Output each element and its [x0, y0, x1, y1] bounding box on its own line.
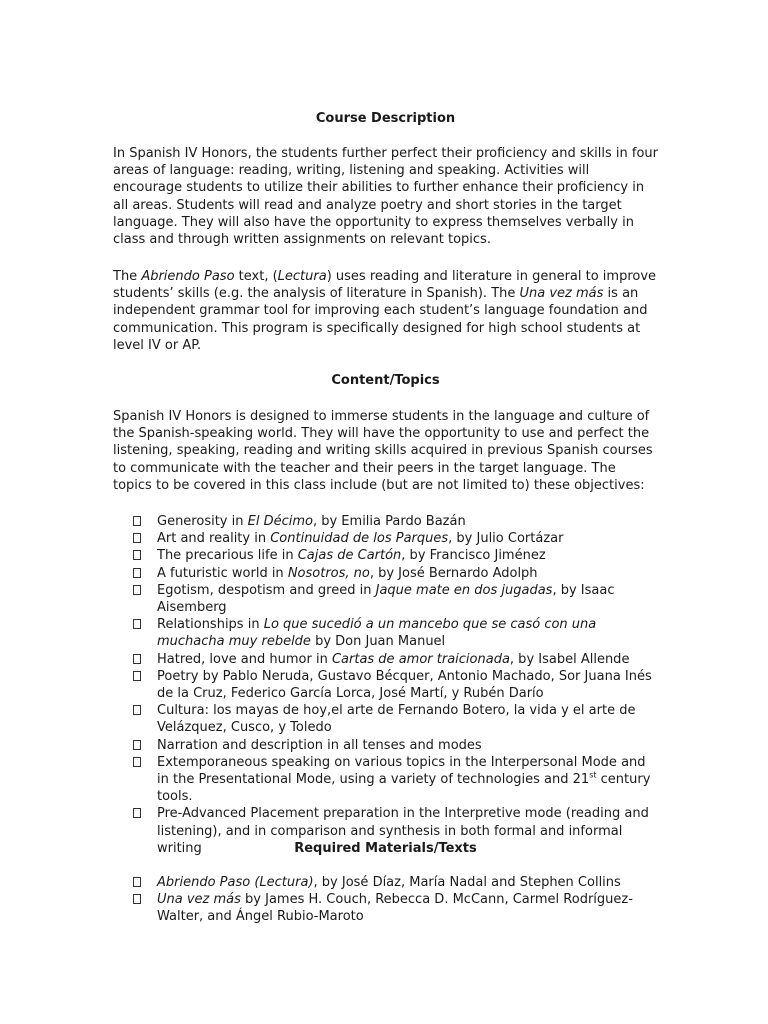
item-text: , by Isabel Allende	[509, 651, 630, 667]
list-item	[113, 702, 658, 736]
item-text: , by Isaac Aisemberg	[157, 582, 615, 616]
item-text: Poetry by Pablo Neruda, Gustavo Bécquer, Antonio Machado, Sor Juana Inés de la Cruz, Federico García Lorca, José Martí, y Rubén Darío	[157, 668, 652, 702]
course-description-paragraph-1	[113, 145, 658, 248]
content-topics-heading: Content/Topics	[331, 373, 440, 388]
item-text: century tools.	[157, 772, 651, 805]
bullet-box-icon	[133, 757, 141, 767]
text-run: text, (	[234, 269, 278, 284]
bullet-box-icon	[133, 585, 141, 595]
item-italic-title: Continuidad de los Parques	[270, 531, 449, 547]
item-text: by Don Juan Manuel	[310, 634, 446, 650]
bullet-box-icon	[133, 877, 141, 887]
list-item	[113, 754, 658, 806]
bullet-box-icon	[133, 654, 141, 664]
item-text: , by Julio Cortázar	[448, 531, 564, 547]
bullet-box-icon	[133, 808, 141, 818]
item-italic-title: Una vez más	[157, 892, 241, 908]
item-text: Art and reality in	[157, 531, 271, 547]
item-text: Cultura: los mayas de hoy,el arte de Fernando Botero, la vida y el arte de Velázquez, Cusco, y Toledo	[157, 703, 636, 736]
item-text: , by Emilia Pardo Bazán	[312, 514, 466, 529]
course-description-heading: Course Description	[315, 111, 456, 126]
item-italic-title: Nosotros, no	[287, 565, 370, 581]
list-item	[113, 547, 658, 564]
bullet-box-icon	[133, 568, 141, 578]
item-text: Extemporaneous speaking on various topics in the Interpersonal Mode and in the Presentational Mode, using a variety of technologies and 21	[157, 754, 646, 788]
item-text: Egotism, despotism and greed in	[157, 582, 376, 598]
text-run: ) uses reading and literature in general to improve students’ skills (e.g. the analysis of literature in Spanish). The	[113, 269, 657, 302]
item-text: A futuristic world in	[157, 565, 288, 581]
text-run: The	[113, 269, 142, 284]
italic-title: Lectura	[277, 269, 327, 284]
list-item	[113, 874, 658, 891]
paragraph-text: In Spanish IV Honors, the students further perfect their proficiency and skills in four areas of language: reading, writing, listening and speaking. Activities will encourage students to utilize their abilities to further enhance their proficiency in all areas. Students will read and analyze poetry and short stories in the target language. They will also have the opportunity to express themselves verbally in class and through written assignments on relevant topics.	[113, 146, 658, 248]
item-text: Pre-Advanced Placement preparation in the Interpretive mode (reading and listening), and in comparison and synthesis in both formal and informal writing	[157, 806, 649, 856]
list-item	[113, 582, 658, 616]
item-text: Generosity in	[157, 514, 248, 529]
list-item	[113, 513, 658, 530]
paragraph-text: Spanish IV Honors is designed to immerse students in the language and culture of the Spanish-speaking world. They will have the opportunity to use and perfect the listening, speaking, reading and writing skills acquired in previous Spanish courses to communicate with the teacher and their peers in the target language. The topics to be covered in this class include (but are not limited to) these objectives:	[113, 409, 653, 493]
topics-list-container	[113, 513, 658, 857]
list-item	[113, 891, 658, 925]
required-materials-section	[113, 840, 658, 857]
item-text: by James H. Couch, Rebecca D. McCann, Carmel Rodríguez-Walter, and Ángel Rubio-Maroto	[157, 892, 633, 925]
bullet-box-icon	[133, 619, 141, 629]
item-italic-title: Cartas de amor traicionada	[331, 651, 510, 667]
bullet-box-icon	[133, 894, 141, 904]
item-text: Narration and description in all tenses and modes	[157, 737, 482, 753]
paragraph-text	[113, 268, 658, 354]
item-italic-title: El Décimo	[247, 514, 313, 529]
italic-title: Abriendo Paso	[141, 269, 235, 284]
item-text: , by Francisco Jiménez	[401, 548, 546, 564]
text-run: is an independent grammar tool for improving each student’s language foundation and communication. This program is specifically designed for high school students at level IV or AP.	[113, 286, 648, 353]
item-italic-title: Cajas de Cartón	[297, 548, 402, 564]
bullet-box-icon	[133, 740, 141, 750]
list-item	[113, 565, 658, 582]
item-text: Hatred, love and humor in	[157, 651, 332, 667]
required-materials-heading: Required Materials/Texts	[294, 841, 477, 856]
materials-list	[113, 874, 658, 926]
bullet-box-icon	[133, 671, 141, 681]
content-topics-intro	[113, 408, 658, 494]
topics-list	[113, 513, 658, 857]
bullet-box-icon	[133, 533, 141, 543]
bullet-box-icon	[133, 705, 141, 715]
item-text: Relationships in	[157, 617, 264, 633]
list-item	[113, 668, 658, 702]
item-italic-title: Lo que sucedió a un mancebo que se casó con una muchacha muy rebelde	[157, 617, 597, 650]
course-description-paragraph-2	[113, 268, 658, 354]
list-item	[113, 737, 658, 754]
item-text: , by José Bernardo Adolph	[369, 565, 538, 581]
italic-title: Una vez más	[519, 286, 604, 302]
list-item	[113, 616, 658, 650]
item-superscript: st	[589, 770, 597, 780]
course-description-section	[113, 110, 658, 127]
list-item	[113, 530, 658, 547]
bullet-box-icon	[133, 550, 141, 560]
bullet-box-icon	[133, 516, 141, 526]
item-text: , by José Díaz, María Nadal and Stephen Collins	[313, 875, 621, 890]
materials-list-container	[113, 874, 658, 926]
item-text: The precarious life in	[157, 548, 298, 564]
content-topics-section	[113, 372, 658, 389]
list-item	[113, 651, 658, 668]
item-italic-title: Jaque mate en dos jugadas	[375, 582, 553, 598]
item-italic-title: Abriendo Paso (Lectura)	[157, 875, 314, 890]
